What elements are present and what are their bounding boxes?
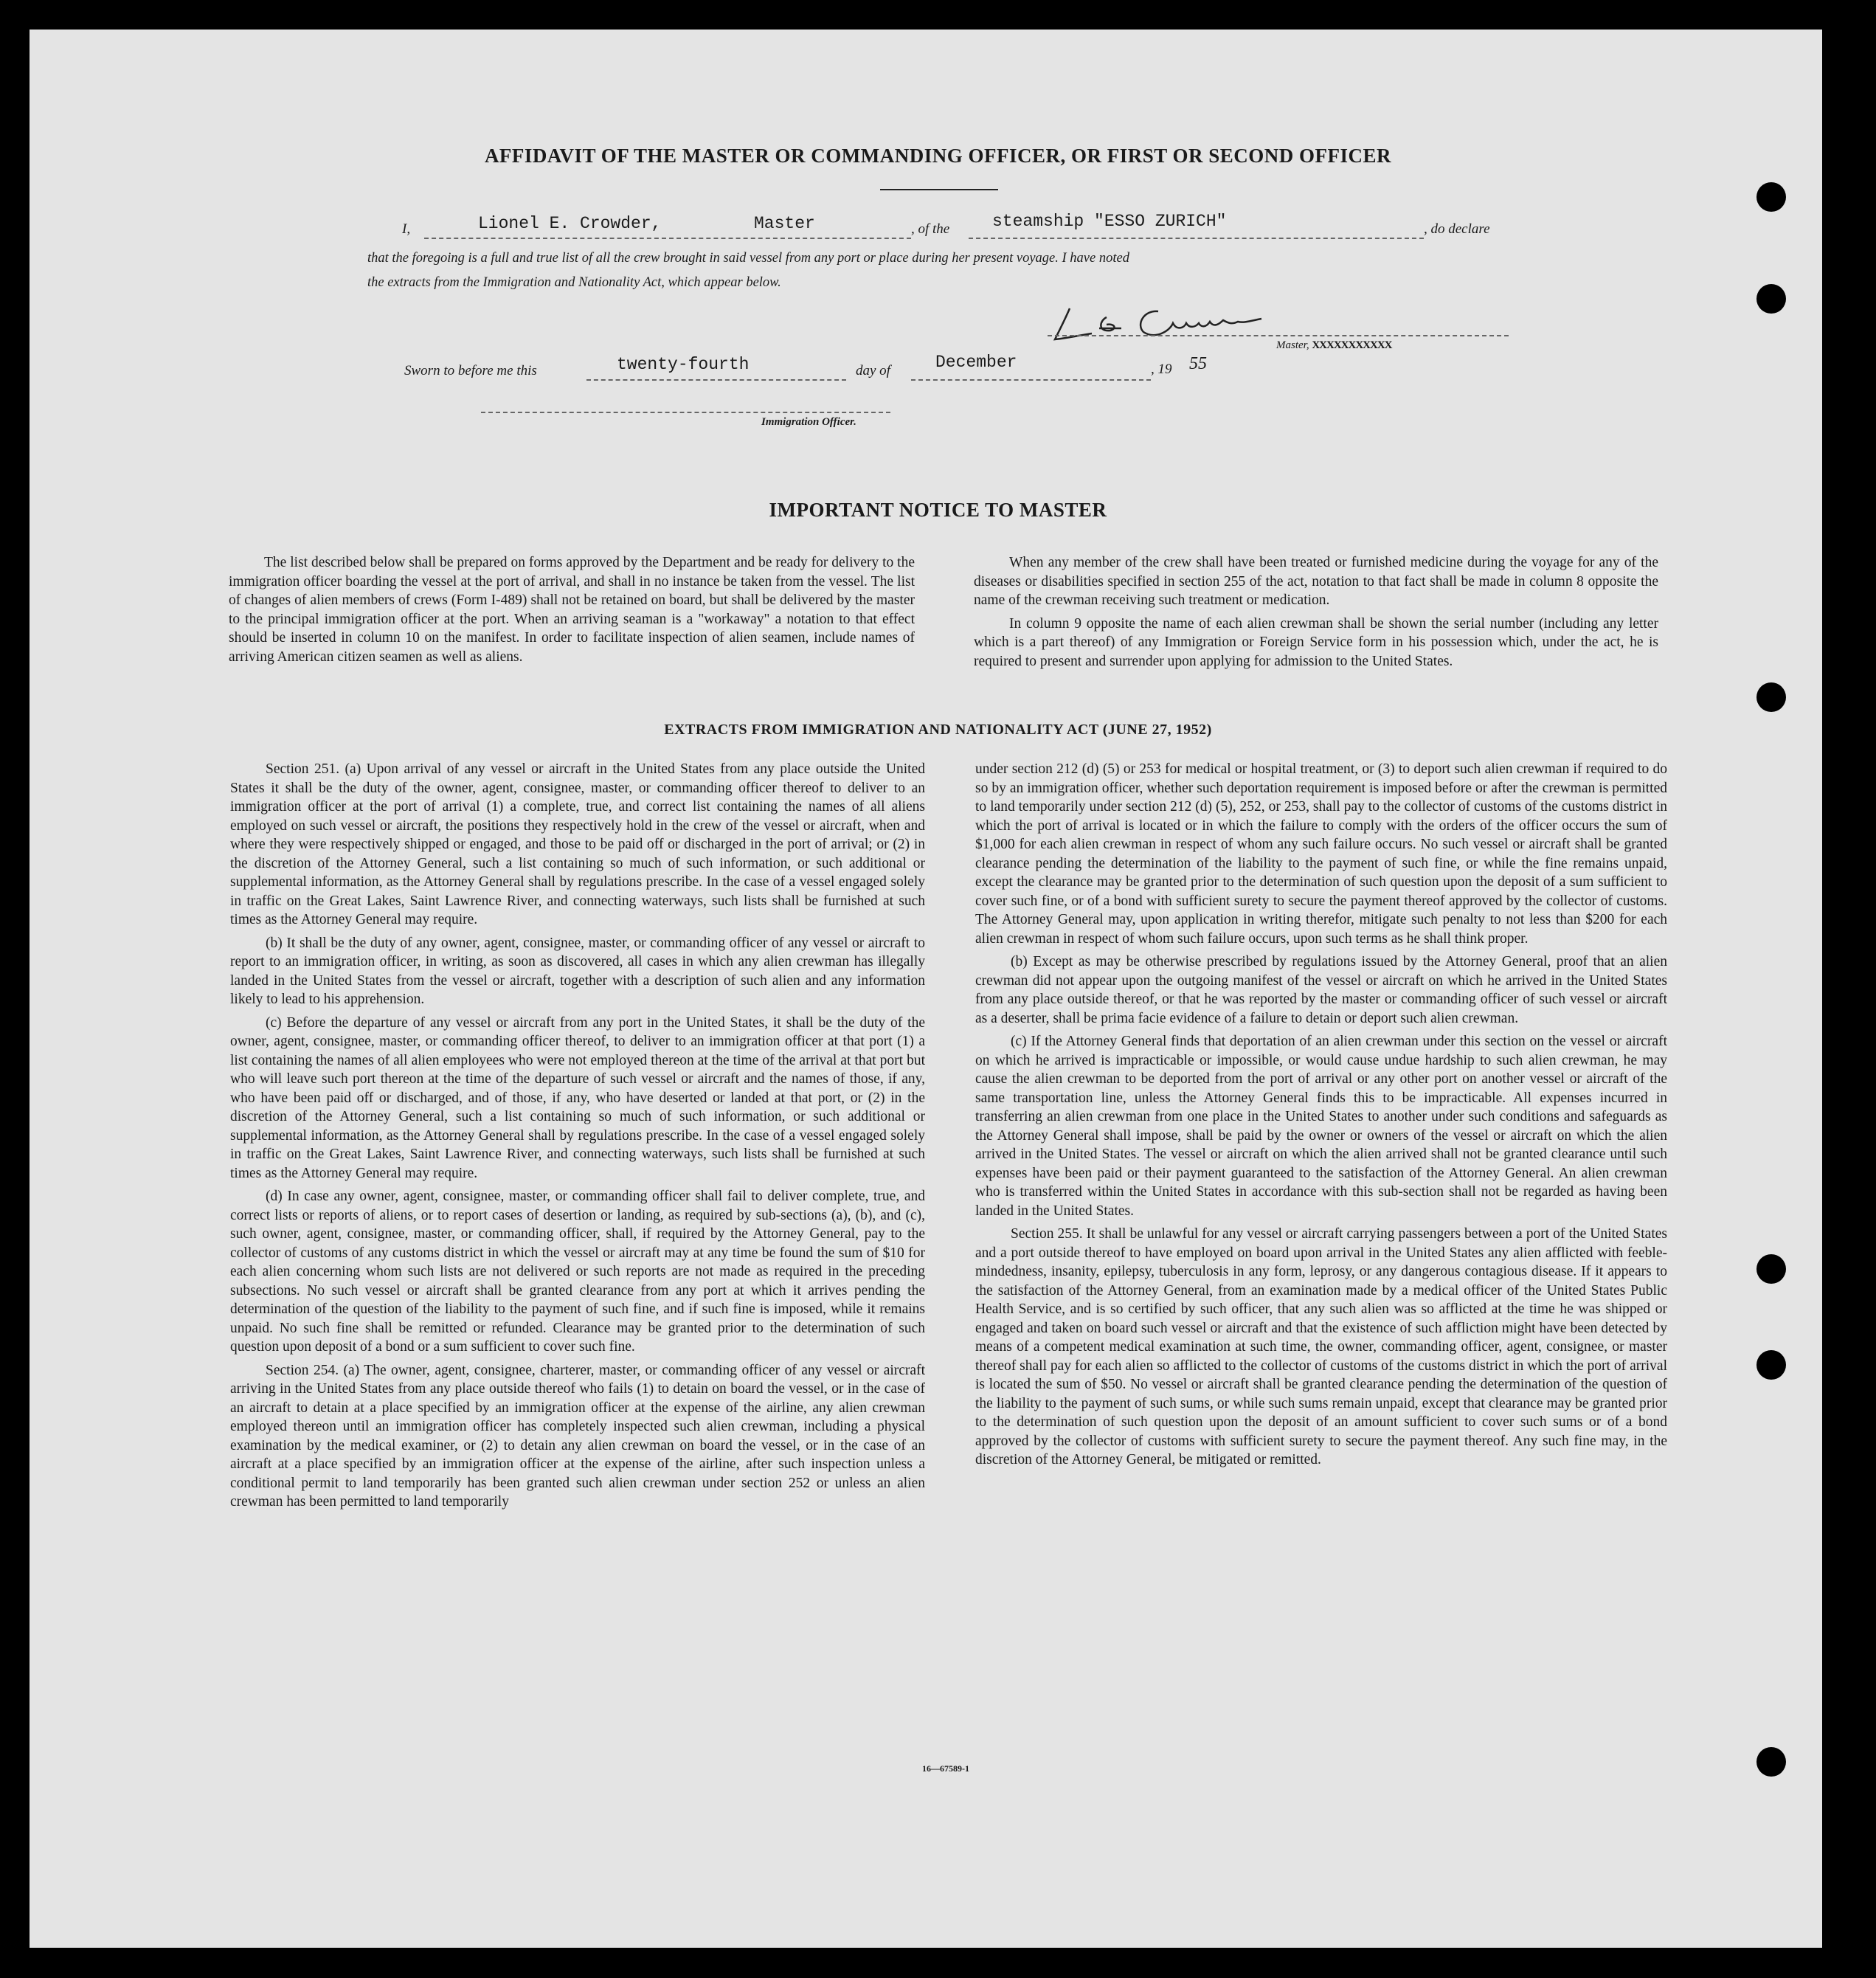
affidavit-title: AFFIDAVIT OF THE MASTER OR COMMANDING OFFICER, OR FIRST OR SECOND OFFICER xyxy=(484,145,1392,167)
master-name: Lionel E. Crowder, xyxy=(478,214,662,233)
do-declare-label: , do declare xyxy=(1424,221,1490,237)
year-prefix: , 19 xyxy=(1151,362,1172,377)
signature-line xyxy=(1048,323,1509,336)
of-the-label: , of the xyxy=(911,221,950,237)
extract-paragraph: (b) Except as may be otherwise prescribed by regulations issued by the Attorney General, proof that an alien crewman did not appear upon the outgoing manifest of the vessel or aircraft on which he arrived in the United States from any place outside thereof, or that he was reported by the master or commanding officer of such vessel or aircraft as a deserter, shall be prima facie evidence of a failure to detain or deport such alien crewman. xyxy=(975,954,1667,1026)
notice-right-paragraph: In column 9 opposite the name of each alien crewman shall be shown the serial number (including any letter which is a part thereof) of any Immigration or Foreign Service form in his possession which, under the act, he is required to present and surrender upon applying for admission to the United States. xyxy=(974,615,1658,669)
extract-paragraph: under section 212 (d) (5) or 253 for medical or hospital treatment, or (3) to deport such alien crewman if required to do so by an immigration officer, whether such deportation requirement is imposed before or after the crewman is permitted to land temporarily under section 212 (d) (5), 252, or 253, shall pay to the collector of customs of the customs district in which the port of arrival is located or in which the failure to comply with the orders of the officer occurs the sum of $1,000 for each alien crewman in respect of whom any such failure occurs. No such vessel or aircraft shall be granted clearance pending the determination of the liability to the payment of such fine, or while the fine remains unpaid, except the clearance may be granted prior to the determination of such question upon the deposit of a sum sufficient to cover such fine, or of a bond with sufficient surety to secure the payment thereof approved by the collector of customs. The Attorney General may, upon application in writing therefor, mitigate such penalty to not less than $200 for each alien crewman in respect of whom such failure occurs, upon such terms as he shall think proper. xyxy=(975,761,1667,947)
extract-paragraph: Section 255. It shall be unlawful for any vessel or aircraft carrying passengers between a port of the United States and a port outside thereof to have employed on board upon arrival in the United States any alien afflicted with feeble-mindedness, insanity, epilepsy, tuberculosis in any form, leprosy, or any dangerous contagious disease. If it appears to the satisfaction of the Attorney General, from an examination made by a medical officer of the United States Public Health Service, and is so certified by such officer, that any such alien was so afflicted at the time he was shipped or engaged and taken on board such vessel or aircraft and that the existence of such affliction might have been detected by means of a competent medical examination at such time, the owner, commanding officer, agent, consignee, or master thereof shall pay for each alien so afflicted to the collector of customs of the customs district in which the port of arrival is located the sum of $50. No vessel or aircraft shall be granted clearance pending the determination of the question of the liability to the payment of such sums, or while such sums remain unpaid, except that clearance may be granted prior to the determination of such question upon the deposit of an amount sufficient to cover such sums or of a bond approved by the collector of customs with sufficient surety to secure the payment thereof. Any such fine may, in the discretion of the Attorney General, be mitigated or remitted. xyxy=(975,1226,1667,1467)
binder-hole xyxy=(1756,682,1786,712)
i-label: I, xyxy=(402,221,411,237)
sworn-month: December xyxy=(935,353,1017,372)
binder-hole xyxy=(1756,1350,1786,1380)
officer-signature-line xyxy=(481,398,890,413)
binder-hole xyxy=(1756,1254,1786,1284)
extract-paragraph: (b) It shall be the duty of any owner, agent, consignee, master, or commanding officer of any vessel or aircraft to report to an immigration officer, in writing, as soon as discovered, all cases in which any alien crewman has illegally landed in the United States from the vessel or aircraft, together with a description of such alien and any information likely to lead to his apprehension. xyxy=(230,935,925,1007)
day-of-label: day of xyxy=(856,363,890,378)
declaration-text-2: the extracts from the Immigration and Nationality Act, which appear below. xyxy=(367,275,781,290)
extracts-left-column xyxy=(230,760,925,1516)
struck-rank: XXXXXXXXXXX xyxy=(1312,339,1392,351)
extract-paragraph: (c) If the Attorney General finds that deportation of an alien crewman under this section on the vessel or aircraft on which he arrived is impracticable or impossible, or would cause undue hardship to such alien crewman, he may cause the alien crewman to be deported from the port of arrival or any other port on another vessel or aircraft of the same transportation line, unless the Attorney General finds this to be impracticable. All expenses incurred in transferring an alien crewman from one place in the United States to another under such conditions and safeguards as the Attorney General shall impose, shall be paid by the owner or owners of the vessel or aircraft on which the alien arrived in the United States. The vessel or aircraft on which the alien arrived shall not be granted clearance until such expenses have been paid or their payment guaranteed to the satisfaction of the Attorney General. An alien crewman who is transferred within the United States in accordance with this sub-section shall not be regarded as having been landed in the United States. xyxy=(975,1034,1667,1219)
binder-hole xyxy=(1756,1747,1786,1777)
master-label-text: Master, xyxy=(1276,339,1312,351)
master-rank: Master xyxy=(754,214,815,233)
extracts-right-column xyxy=(975,760,1667,1474)
extracts-title: EXTRACTS FROM IMMIGRATION AND NATIONALITY ACT (JUNE 27, 1952) xyxy=(664,722,1212,738)
sworn-label: Sworn to before me this xyxy=(404,363,537,378)
binder-hole xyxy=(1756,284,1786,314)
extract-paragraph: Section 254. (a) The owner, agent, consignee, charterer, master, or commanding officer of any vessel or aircraft arriving in the United States from any place outside thereof who fails (1) to detain on board the vessel, or in the case of an aircraft to detain at a place specified by an immigration officer at the expense of the airline, any alien crewman employed thereon until an immigration officer has completely inspected such alien crewman, including a physical examination by the medical examiner, or (2) to detain any alien crewman on board the vessel, or in the case of an aircraft at a place specified by an immigration officer at the expense of the airline, after such inspection unless a conditional permit to land temporarily has been granted such alien crewman under section 252 or unless an alien crewman has been permitted to land temporarily xyxy=(230,1362,925,1510)
extract-paragraph: Section 251. (a) Upon arrival of any vessel or aircraft in the United States from any place outside the United States it shall be the duty of the owner, agent, consignee, master, or commanding officer thereof to deliver to an immigration officer at the port of arrival (1) a complete, true, and correct list containing the names of all aliens employed on such vessel or aircraft, the positions they respectively hold in the crew of the vessel or aircraft, when and where they were respectively shipped or engaged, and those to be paid off or discharged in the port of arrival; or (2) in the discretion of the Attorney General, such a list containing so much of such information, or such additional or supplemental information, as the Attorney General shall by regulations prescribe. In the case of a vessel engaged solely in traffic on the Great Lakes, Saint Lawrence River, and connecting waterways, such lists shall be furnished at such times as the Attorney General may require. xyxy=(230,761,925,927)
declaration-text-1: that the foregoing is a full and true list of all the crew brought in said vessel from any port or place during her present voyage. I have noted xyxy=(367,251,1129,266)
sworn-day: twenty-fourth xyxy=(617,355,750,374)
extract-paragraph: (d) In case any owner, agent, consignee, master, or commanding officer shall fail to deliver complete, true, and correct lists or reports of aliens, or to report cases of desertion or landing, as required by sub-sections (a), (b), and (c), such owner, agent, consignee, master, or commanding officer, shall, if required by the Attorney General, pay to the collector of customs of any customs district in which the vessel or aircraft may at any time be found the sum of $10 for each alien concerning whom such lists are not delivered or such reports are not made as required in the preceding subsections. No such vessel or aircraft shall be granted clearance from any port at which it arrives pending the determination of the question of the liability to the payment of such fine, and if such fine is imposed, while it remains unpaid. No such fine shall be remitted or refunded. Clearance may be granted prior to the determination of such question upon deposit of a bond or a sum sufficient to cover such fine. xyxy=(230,1189,925,1355)
year-written: 55 xyxy=(1189,354,1207,373)
vessel-name: steamship "ESSO ZURICH" xyxy=(992,212,1227,231)
master-label xyxy=(1276,339,1392,352)
notice-title: IMPORTANT NOTICE TO MASTER xyxy=(769,499,1107,521)
notice-right-paragraph: When any member of the crew shall have been treated or furnished medicine during the voyage for any of the diseases or disabilities specified in section 255 of the act, notation to that fact shall be made in column 8 opposite the name of the crewman receiving such treatment or medication. xyxy=(974,555,1658,608)
form-code: 16—67589-1 xyxy=(922,1763,969,1774)
extract-paragraph: (c) Before the departure of any vessel or aircraft from any port in the United States, it shall be the duty of the owner, agent, consignee, master, or commanding officer thereof, to deliver to an immigration officer at that port (1) a list containing the names of all alien employees who were not employed thereon at the time of the arrival at that port but who will leave such port thereon at the time of the departure of such vessel or aircraft and the names of those, if any, who have been paid off or discharged, and of those, if any, who have deserted or landed at that port, or (2) in the discretion of the Attorney General, such a list containing so much of such information, or such additional or supplemental information, as the Attorney General shall by regulations prescribe. In the case of a vessel engaged solely in traffic on the Great Lakes, Saint Lawrence River, and connecting waterways, such lists shall be furnished at such times as the Attorney General may require. xyxy=(230,1014,925,1181)
notice-left-paragraph: The list described below shall be prepared on forms approved by the Department and be ready for delivery to the immigration officer boarding the vessel at the port of arrival, and shall in no instance be taken from the vessel. The list of changes of alien members of crews (Form I-489) shall not be retained on board, but shall be delivered by the master to the principal immigration officer at the port. When an arriving seaman is a "workaway" a notation to that effect should be inserted in column 10 on the manifest. In order to facilitate inspection of alien seamen, include names of arriving American citizen seamen as well as aliens. xyxy=(229,555,915,665)
immigration-officer-label: Immigration Officer. xyxy=(761,416,856,428)
title-divider xyxy=(880,189,998,190)
binder-hole xyxy=(1756,182,1786,212)
notice-left-column xyxy=(229,553,915,671)
notice-right-column xyxy=(974,553,1658,675)
